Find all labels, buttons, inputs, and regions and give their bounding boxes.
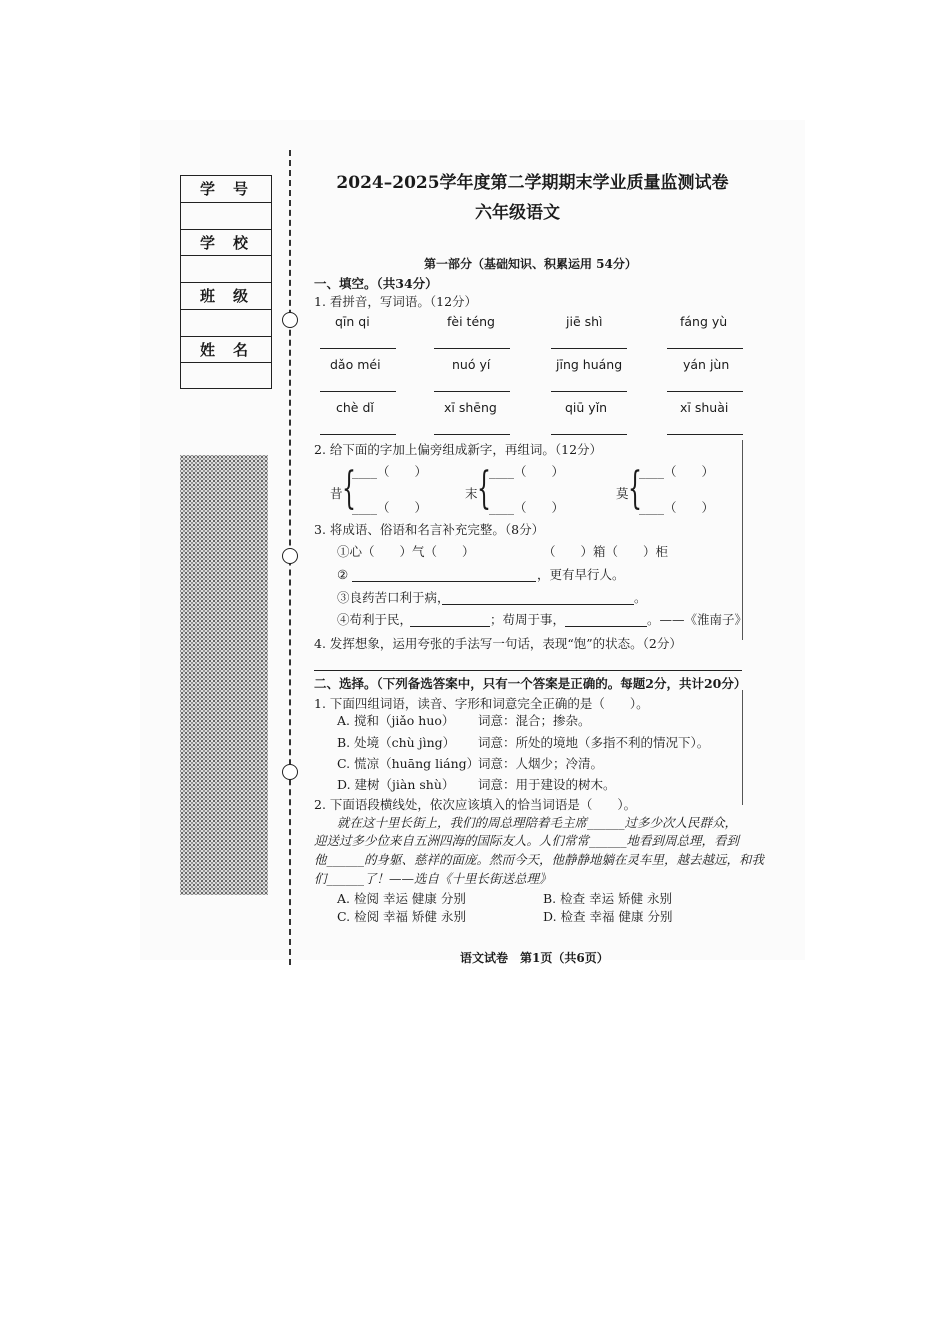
option-meaning: 词意：人烟少；冷清。: [478, 756, 604, 771]
option-word[interactable]: C. 慌凉（huāng liáng）: [337, 756, 480, 771]
choice-option[interactable]: B. 检查 幸运 矫健 永别: [543, 891, 673, 906]
pinyin: xī shēng: [444, 400, 497, 415]
passage-line: 们______了！——选自《十里长街送总理》: [314, 871, 552, 886]
pinyin: fèi téng: [447, 314, 495, 329]
answer-blank[interactable]: [434, 391, 510, 392]
answer-line[interactable]: [314, 670, 742, 671]
answer-blank[interactable]: [434, 434, 510, 435]
field-blank[interactable]: [181, 363, 271, 390]
page-footer: 语文试卷 第1页（共6页）: [460, 951, 609, 965]
part-heading: 第一部分（基础知识、积累运用 54分）: [424, 257, 637, 271]
binding-hole: [282, 312, 298, 328]
proverb-end: 。: [634, 590, 647, 605]
question-prompt: 4. 发挥想象，运用夸张的手法写一句话，表现“饱”的状态。（2分）: [314, 636, 682, 651]
idiom-line[interactable]: ①心（ ）气（ ）: [337, 544, 475, 559]
option-word[interactable]: D. 建树（jiàn shù）: [337, 777, 455, 792]
radical-blank[interactable]: ____（ ）: [489, 500, 565, 515]
answer-blank[interactable]: [551, 434, 627, 435]
answer-blank[interactable]: [320, 391, 396, 392]
exam-subtitle: 六年级语文: [475, 203, 560, 223]
passage-line: 他______的身躯、慈祥的面庞。然而今天，他静静地躺在灵车里，越去越远，和我: [314, 852, 765, 867]
option-word[interactable]: A. 搅和（jiǎo huo）: [337, 713, 455, 728]
quote-text: ④苟利于民，: [337, 612, 413, 627]
option-meaning: 词意：所处的境地（多指不利的情况下）。: [478, 735, 710, 750]
exam-title: 2024–2025学年度第二学期期末学业质量监测试卷: [336, 173, 729, 193]
field-label: 学号: [181, 176, 271, 203]
idiom-line[interactable]: （ ）箱（ ）柜: [543, 544, 669, 559]
base-char: 昔: [330, 486, 343, 501]
answer-blank[interactable]: [352, 581, 536, 582]
answer-blank[interactable]: [565, 626, 647, 627]
option-meaning: 词意：混合；掺杂。: [478, 713, 591, 728]
brace: {: [342, 463, 356, 514]
pinyin: xī shuài: [680, 400, 729, 415]
field-label: 学校: [181, 230, 271, 257]
option-word[interactable]: B. 处境（chù jìng）: [337, 735, 456, 750]
radical-blank[interactable]: ____（ ）: [352, 500, 428, 515]
question-prompt: 2. 下面语段横线处，依次应该填入的恰当词语是（ ）。: [314, 797, 637, 812]
pinyin: chè dǐ: [336, 400, 374, 415]
proverb-text: ③良药苦口利于病，: [337, 590, 450, 605]
choice-option[interactable]: D. 检查 幸福 健康 分别: [543, 909, 673, 924]
brace: {: [477, 463, 491, 514]
question-prompt: 2. 给下面的字加上偏旁组成新字，再组词。（12分）: [314, 442, 603, 457]
radical-blank[interactable]: ____（ ）: [639, 500, 715, 515]
field-label: 班级: [181, 283, 271, 310]
quote-text: ；苟周于事，: [490, 612, 566, 627]
pinyin: jīng huáng: [556, 357, 623, 372]
radical-blank[interactable]: ____（ ）: [639, 464, 715, 479]
choice-option[interactable]: C. 检阅 幸福 矫健 永别: [337, 909, 466, 924]
answer-blank[interactable]: [551, 348, 627, 349]
answer-blank[interactable]: [442, 604, 634, 605]
section-heading: 二、选择。（下列备选答案中，只有一个答案是正确的。每题2分，共计20分）: [314, 676, 747, 691]
pinyin: dǎo méi: [330, 357, 381, 372]
answer-blank[interactable]: [320, 434, 396, 435]
binding-hole: [282, 764, 298, 780]
pinyin: yán jùn: [683, 357, 730, 372]
question-prompt: 1. 下面四组词语，读音、字形和词意完全正确的是（ ）。: [314, 696, 649, 711]
passage-line: 迎送过多少位来自五洲四海的国际友人。人们常常______地看到周总理，看到: [314, 833, 740, 848]
pinyin: nuó yí: [452, 357, 491, 372]
brace: {: [628, 463, 642, 514]
section-heading: 一、填空。（共34分）: [314, 276, 438, 291]
proverb-text: ，更有早行人。: [537, 567, 625, 582]
pinyin: qiū yǐn: [565, 400, 608, 415]
base-char: 末: [465, 486, 478, 501]
scan-artifact-line: [742, 440, 743, 640]
passage-line: 就在这十里长街上，我们的周总理陪着毛主席______过多少次人民群众，: [337, 815, 738, 830]
answer-blank[interactable]: [410, 626, 490, 627]
question-prompt: 1. 看拼音，写词语。（12分）: [314, 294, 478, 309]
pinyin: qīn qi: [335, 314, 370, 329]
answer-blank[interactable]: [551, 391, 627, 392]
answer-blank[interactable]: [667, 391, 743, 392]
binding-hole: [282, 548, 298, 564]
field-blank[interactable]: [181, 310, 271, 337]
field-label: 姓名: [181, 337, 271, 364]
answer-blank[interactable]: [667, 434, 743, 435]
scan-artifact-line: [742, 690, 743, 805]
answer-blank[interactable]: [320, 348, 396, 349]
option-meaning: 词意：用于建设的树木。: [478, 777, 616, 792]
choice-option[interactable]: A. 检阅 幸运 健康 分别: [337, 891, 466, 906]
pinyin: fáng yù: [680, 314, 728, 329]
pinyin: jiē shì: [566, 314, 603, 329]
answer-blank[interactable]: [434, 348, 510, 349]
quote-source: 。——《淮南子》: [647, 612, 748, 627]
binding-margin-pattern: [180, 455, 268, 895]
question-prompt: 3. 将成语、俗语和名言补充完整。（8分）: [314, 522, 545, 537]
radical-blank[interactable]: ____（ ）: [489, 464, 565, 479]
base-char: 莫: [616, 486, 629, 501]
radical-blank[interactable]: ____（ ）: [352, 464, 428, 479]
proverb-number: ②: [337, 567, 349, 582]
field-blank[interactable]: [181, 256, 271, 283]
answer-blank[interactable]: [667, 348, 743, 349]
